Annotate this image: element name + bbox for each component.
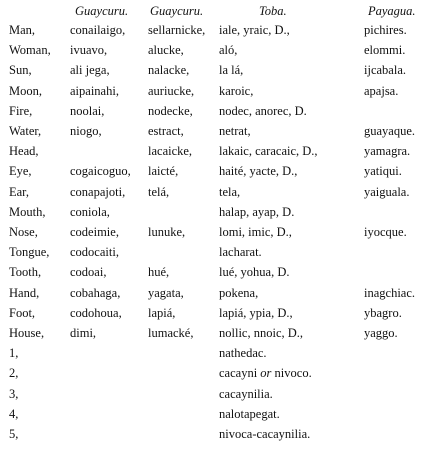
guaycuru-2-word: lacaicke,	[148, 144, 193, 159]
english-word: Ear,	[9, 184, 29, 199]
table-row	[9, 101, 427, 121]
english-word: Tooth,	[9, 265, 42, 280]
payagua-word: yatiqui.	[364, 164, 402, 179]
guaycuru-2-word	[148, 202, 219, 222]
guaycuru-1-word	[70, 424, 148, 444]
guaycuru-2-word: estract,	[148, 124, 184, 139]
header-row	[9, 2, 427, 20]
english-word: 5,	[9, 427, 19, 442]
guaycuru-1-word: dimi,	[70, 326, 97, 341]
english-word: Moon,	[9, 83, 42, 98]
guaycuru-1-word: codohoua,	[70, 305, 122, 320]
payagua-word	[364, 202, 427, 222]
guaycuru-2-word	[148, 424, 219, 444]
guaycuru-1-word	[70, 141, 148, 161]
guaycuru-1-word	[70, 404, 148, 424]
payagua-word	[364, 384, 427, 404]
guaycuru-1-word: codoai,	[70, 265, 107, 280]
toba-word	[219, 363, 364, 383]
english-word: 3,	[9, 386, 19, 401]
payagua-word	[364, 404, 427, 424]
toba-word: cacaynilia.	[219, 386, 273, 401]
guaycuru-2-word: nalacke,	[148, 63, 190, 78]
guaycuru-1-word: aipainahi,	[70, 83, 119, 98]
guaycuru-2-word: hué,	[148, 265, 170, 280]
header-guaycuru-2: Guaycuru.	[150, 4, 204, 18]
toba-word: nivoca-cacaynilia.	[219, 427, 311, 442]
toba-word: lakaic, caracaic, D.,	[219, 144, 318, 159]
table-row	[9, 141, 427, 161]
payagua-word: inagchiac.	[364, 285, 416, 300]
header-english	[9, 2, 70, 20]
english-word: Foot,	[9, 305, 36, 320]
guaycuru-2-word: lumacké,	[148, 326, 194, 341]
english-word: Woman,	[9, 43, 51, 58]
guaycuru-2-word: auriucke,	[148, 83, 195, 98]
guaycuru-1-word: cogaicoguo,	[70, 164, 131, 179]
toba-word: la lá,	[219, 63, 244, 78]
payagua-word	[364, 343, 427, 363]
table-row	[9, 323, 427, 343]
table-row	[9, 182, 427, 202]
guaycuru-1-word	[70, 363, 148, 383]
guaycuru-1-word: cobahaga,	[70, 285, 121, 300]
guaycuru-2-word: lapiá,	[148, 305, 176, 320]
table-row	[9, 60, 427, 80]
guaycuru-2-word: telá,	[148, 184, 170, 199]
guaycuru-1-word: noolai,	[70, 103, 105, 118]
payagua-word: iyocque.	[364, 225, 407, 240]
toba-word: aló,	[219, 43, 238, 58]
toba-word: tela,	[219, 184, 241, 199]
guaycuru-2-word: nodecke,	[148, 103, 193, 118]
english-word: Mouth,	[9, 204, 46, 219]
table-row	[9, 222, 427, 242]
english-word: Eye,	[9, 164, 32, 179]
guaycuru-2-word	[148, 384, 219, 404]
english-word: Head,	[9, 144, 39, 159]
guaycuru-1-word: niogo,	[70, 124, 102, 139]
table-row	[9, 81, 427, 101]
payagua-word	[364, 363, 427, 383]
toba-word: netrat,	[219, 124, 251, 139]
guaycuru-1-word: conapajoti,	[70, 184, 126, 199]
guaycuru-2-word	[148, 242, 219, 262]
guaycuru-2-word	[148, 363, 219, 383]
toba-word: lomi, imic, D.,	[219, 225, 292, 240]
english-word: 2,	[9, 366, 19, 381]
table-row	[9, 303, 427, 323]
payagua-word	[364, 262, 427, 282]
payagua-word: apajsa.	[364, 83, 399, 98]
toba-word: haité, yacte, D.,	[219, 164, 298, 179]
guaycuru-1-word: ivuavo,	[70, 43, 108, 58]
guaycuru-2-word: sellarnicke,	[148, 23, 206, 37]
header-guaycuru-1: Guaycuru.	[75, 4, 129, 18]
payagua-word: ybagro.	[364, 305, 402, 320]
guaycuru-2-word	[148, 404, 219, 424]
guaycuru-2-word: alucke,	[148, 43, 184, 58]
table-row	[9, 121, 427, 141]
payagua-word: yaggo.	[364, 326, 398, 341]
payagua-word	[364, 101, 427, 121]
english-word: House,	[9, 326, 45, 341]
table-row	[9, 161, 427, 181]
table-row	[9, 384, 427, 404]
payagua-word	[364, 242, 427, 262]
header-toba: Toba.	[259, 4, 287, 18]
guaycuru-1-word	[70, 384, 148, 404]
toba-word-part: nivoco.	[274, 366, 312, 381]
payagua-word: yamagra.	[364, 144, 411, 159]
guaycuru-1-word: codeimie,	[70, 225, 119, 240]
table-row	[9, 202, 427, 222]
guaycuru-2-word: lunuke,	[148, 225, 186, 240]
header-payagua: Payagua.	[368, 4, 416, 18]
english-word: 1,	[9, 346, 19, 361]
table-row	[9, 424, 427, 444]
payagua-word: elommi.	[364, 43, 406, 58]
toba-word: lapiá, ypia, D.,	[219, 305, 293, 320]
english-word: Man,	[9, 23, 36, 37]
english-word: Water,	[9, 124, 42, 139]
payagua-word: ijcabala.	[364, 63, 406, 78]
guaycuru-1-word: coniola,	[70, 204, 110, 219]
table-row	[9, 262, 427, 282]
english-word: 4,	[9, 406, 19, 421]
guaycuru-2-word: yagata,	[148, 285, 184, 300]
english-word: Sun,	[9, 63, 32, 78]
english-word: Nose,	[9, 225, 38, 240]
english-word: Hand,	[9, 285, 40, 300]
payagua-word: yaiguala.	[364, 184, 410, 199]
vocabulary-rows	[9, 20, 427, 444]
toba-word: nathedac.	[219, 346, 267, 361]
payagua-word	[364, 424, 427, 444]
table-row	[9, 343, 427, 363]
table-row	[9, 20, 427, 40]
table-row	[9, 404, 427, 424]
vocabulary-table	[9, 2, 427, 444]
guaycuru-2-word	[148, 343, 219, 363]
guaycuru-2-word: laicté,	[148, 164, 179, 179]
english-word: Tongue,	[9, 245, 50, 260]
table-row	[9, 363, 427, 383]
guaycuru-1-word: conailaigo,	[70, 23, 126, 37]
toba-word: nollic, nnoic, D.,	[219, 326, 304, 341]
toba-word: nalotapegat.	[219, 406, 280, 421]
toba-word: karoic,	[219, 83, 254, 98]
english-word: Fire,	[9, 103, 33, 118]
toba-word: lacharat.	[219, 245, 262, 260]
toba-word: halap, ayap, D.	[219, 204, 295, 219]
table-row	[9, 242, 427, 262]
payagua-word: pichires.	[364, 23, 407, 37]
or-conjunction: or	[260, 366, 272, 381]
toba-word: nodec, anorec, D.	[219, 103, 307, 118]
toba-word: lué, yohua, D.	[219, 265, 290, 280]
toba-word-part: cacayni	[219, 366, 258, 381]
guaycuru-1-word	[70, 343, 148, 363]
guaycuru-1-word: ali jega,	[70, 63, 110, 78]
payagua-word: guayaque.	[364, 124, 416, 139]
toba-word: iale, yraic, D.,	[219, 23, 290, 37]
guaycuru-1-word: codocaiti,	[70, 245, 119, 260]
toba-word: pokena,	[219, 285, 259, 300]
table-row	[9, 40, 427, 60]
table-row	[9, 283, 427, 303]
